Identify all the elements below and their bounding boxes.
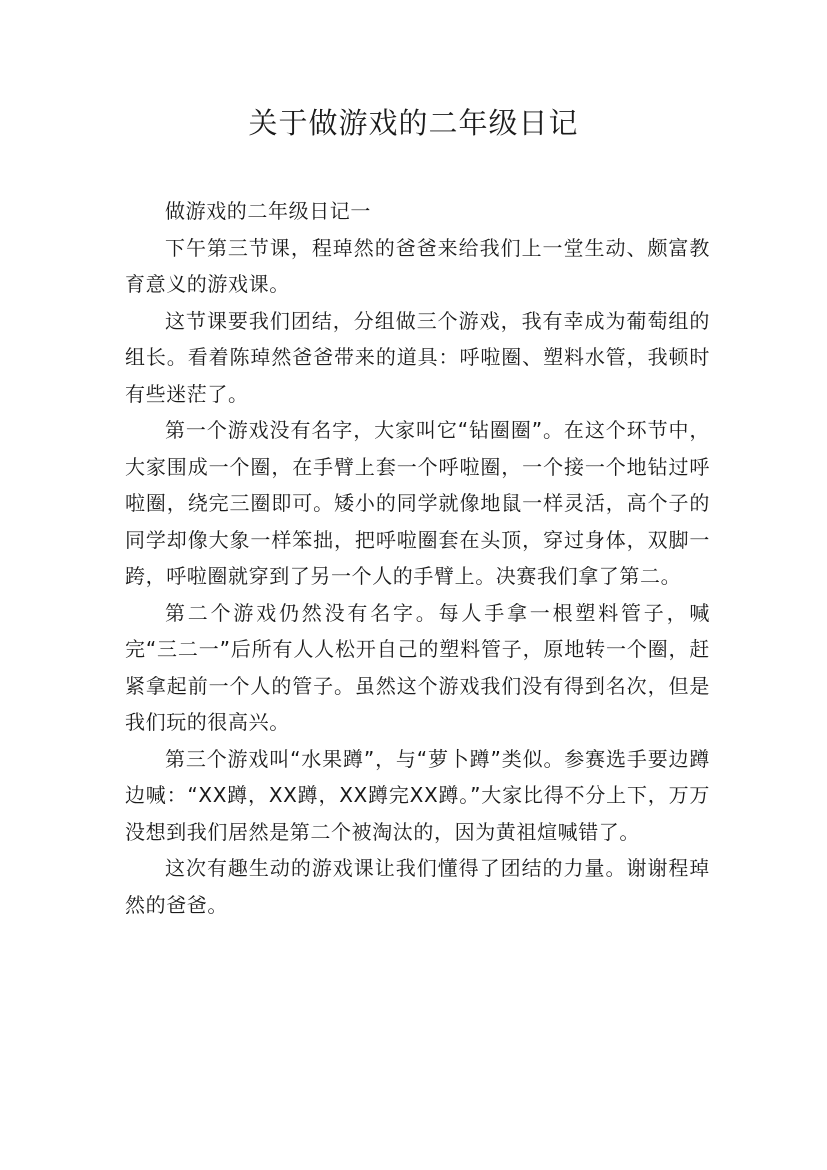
paragraph: 这节课要我们团结，分组做三个游戏，我有幸成为葡萄组的组长。看着陈琸然爸爸带来的道具：呼啦圈、塑料水管，我顿时有些迷茫了。 bbox=[125, 308, 710, 406]
paragraph: 下午第三节课，程琸然的爸爸来给我们上一堂生动、颇富教育意义的游戏课。 bbox=[125, 235, 710, 296]
document-body bbox=[125, 193, 710, 923]
document-title: 关于做游戏的二年级日记 bbox=[248, 106, 579, 140]
paragraph: 第三个游戏叫“水果蹲”，与“萝卜蹲”类似。参赛选手要边蹲边喊：“XX蹲，XX蹲，XX蹲完XX蹲。”大家比得不分上下，万万没想到我们居然是第二个被淘汰的，因为黄祖煊喊错了。 bbox=[125, 746, 710, 844]
paragraph: 第二个游戏仍然没有名字。每人手拿一根塑料管子，喊完“三二一”后所有人人松开自己的塑料管子，原地转一个圈，赶紧拿起前一个人的管子。虽然这个游戏我们没有得到名次，但是我们玩的很高兴。 bbox=[125, 600, 710, 734]
paragraph: 第一个游戏没有名字，大家叫它“钻圈圈”。在这个环节中，大家围成一个圈，在手臂上套一个呼啦圈，一个接一个地钻过呼啦圈，绕完三圈即可。矮小的同学就像地鼠一样灵活，高个子的同学却像大象一样笨拙，把呼啦圈套在头顶，穿过身体，双脚一跨，呼啦圈就穿到了另一个人的手臂上。决赛我们拿了第二。 bbox=[125, 418, 710, 588]
paragraph: 这次有趣生动的游戏课让我们懂得了团结的力量。谢谢程琸然的爸爸。 bbox=[125, 856, 710, 917]
paragraph-subtitle: 做游戏的二年级日记一 bbox=[165, 199, 371, 223]
